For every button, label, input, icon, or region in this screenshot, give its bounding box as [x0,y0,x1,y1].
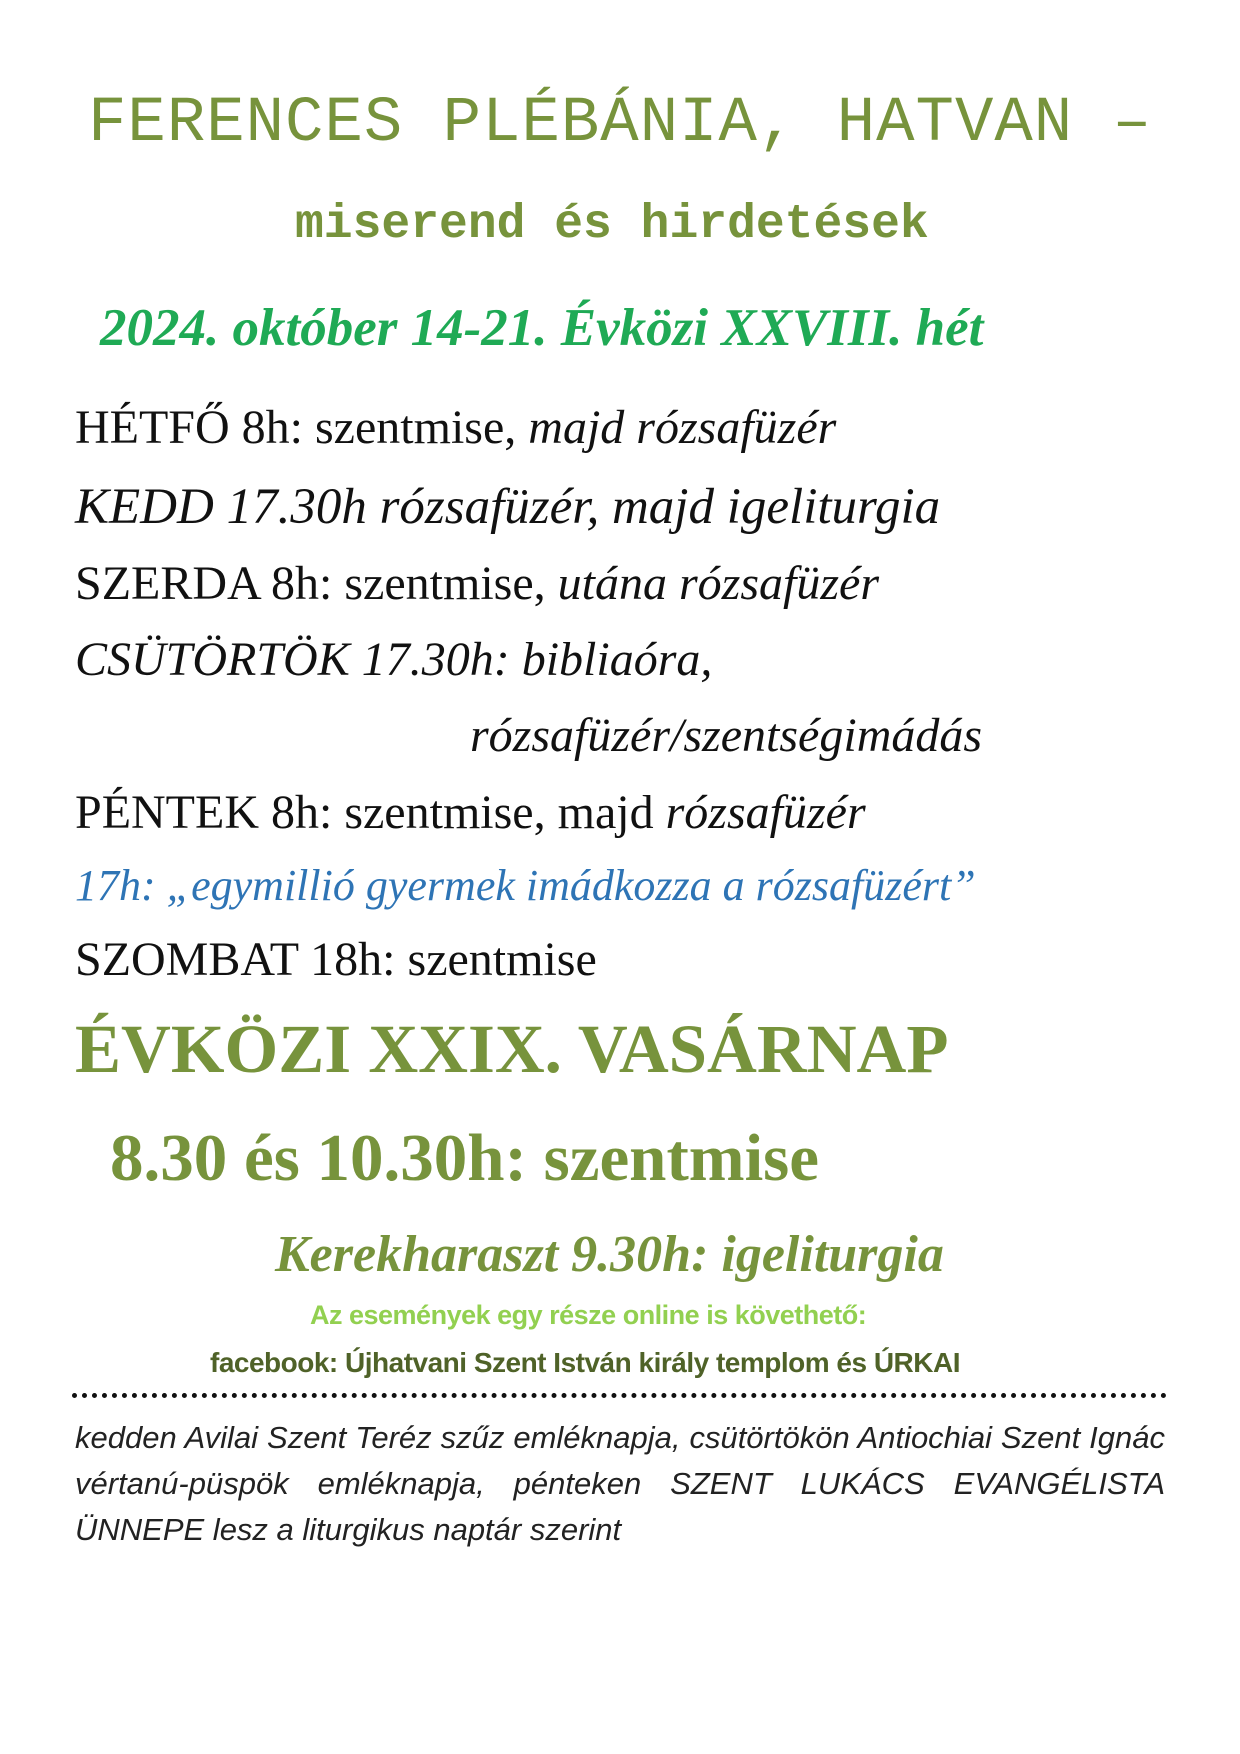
schedule-tuesday: KEDD 17.30h rózsafüzér, majd igeliturgia [75,479,941,535]
schedule-monday [75,400,836,455]
friday-rest: rózsafüzér [665,786,866,839]
monday-main: HÉTFŐ 8h: szentmise, [75,401,529,454]
feast-notice: kedden Avilai Szent Teréz szűz emléknapja, csütörtökön Antiochiai Szent Ignác vértanú-püspök emléknapja, pénteken SZENT LUKÁCS EVANGÉLISTA ÜNNEPE lesz a liturgikus naptár szerint [75,1420,1165,1547]
sunday-title: ÉVKÖZI XXIX. VASÁRNAP [75,1011,949,1087]
dotted-divider [72,1393,1167,1398]
page-subtitle: miserend és hirdetések [295,198,929,252]
online-note: Az események egy része online is követhető: [310,1300,867,1330]
wednesday-main: SZERDA 8h: szentmise, [75,557,558,610]
monday-rest: majd rózsafüzér [528,401,837,454]
facebook-note: facebook: Újhatvani Szent István király templom és ÚRKAI [210,1347,960,1378]
schedule-wednesday [75,556,879,611]
week-heading: 2024. október 14-21. Évközi XXVIII. hét [100,299,984,357]
friday-main: PÉNTEK 8h: szentmise, majd [75,786,666,839]
page-title: FERENCES PLÉBÁNIA, HATVAN – [88,88,1152,160]
schedule-friday-extra: 17h: „egymillió gyermek imádkozza a rózsafüzért” [75,861,976,910]
schedule-friday [75,785,866,840]
schedule-thursday-line2: rózsafüzér/szentségimádás [470,709,983,762]
kerekharaszt-liturgy: Kerekharaszt 9.30h: igeliturgia [275,1226,944,1283]
wednesday-rest: utána rózsafüzér [557,557,880,610]
sunday-masses: 8.30 és 10.30h: szentmise [110,1121,819,1195]
schedule-saturday: SZOMBAT 18h: szentmise [75,933,597,986]
schedule-thursday-line1: CSÜTÖRTÖK 17.30h: bibliaóra, [75,633,713,686]
